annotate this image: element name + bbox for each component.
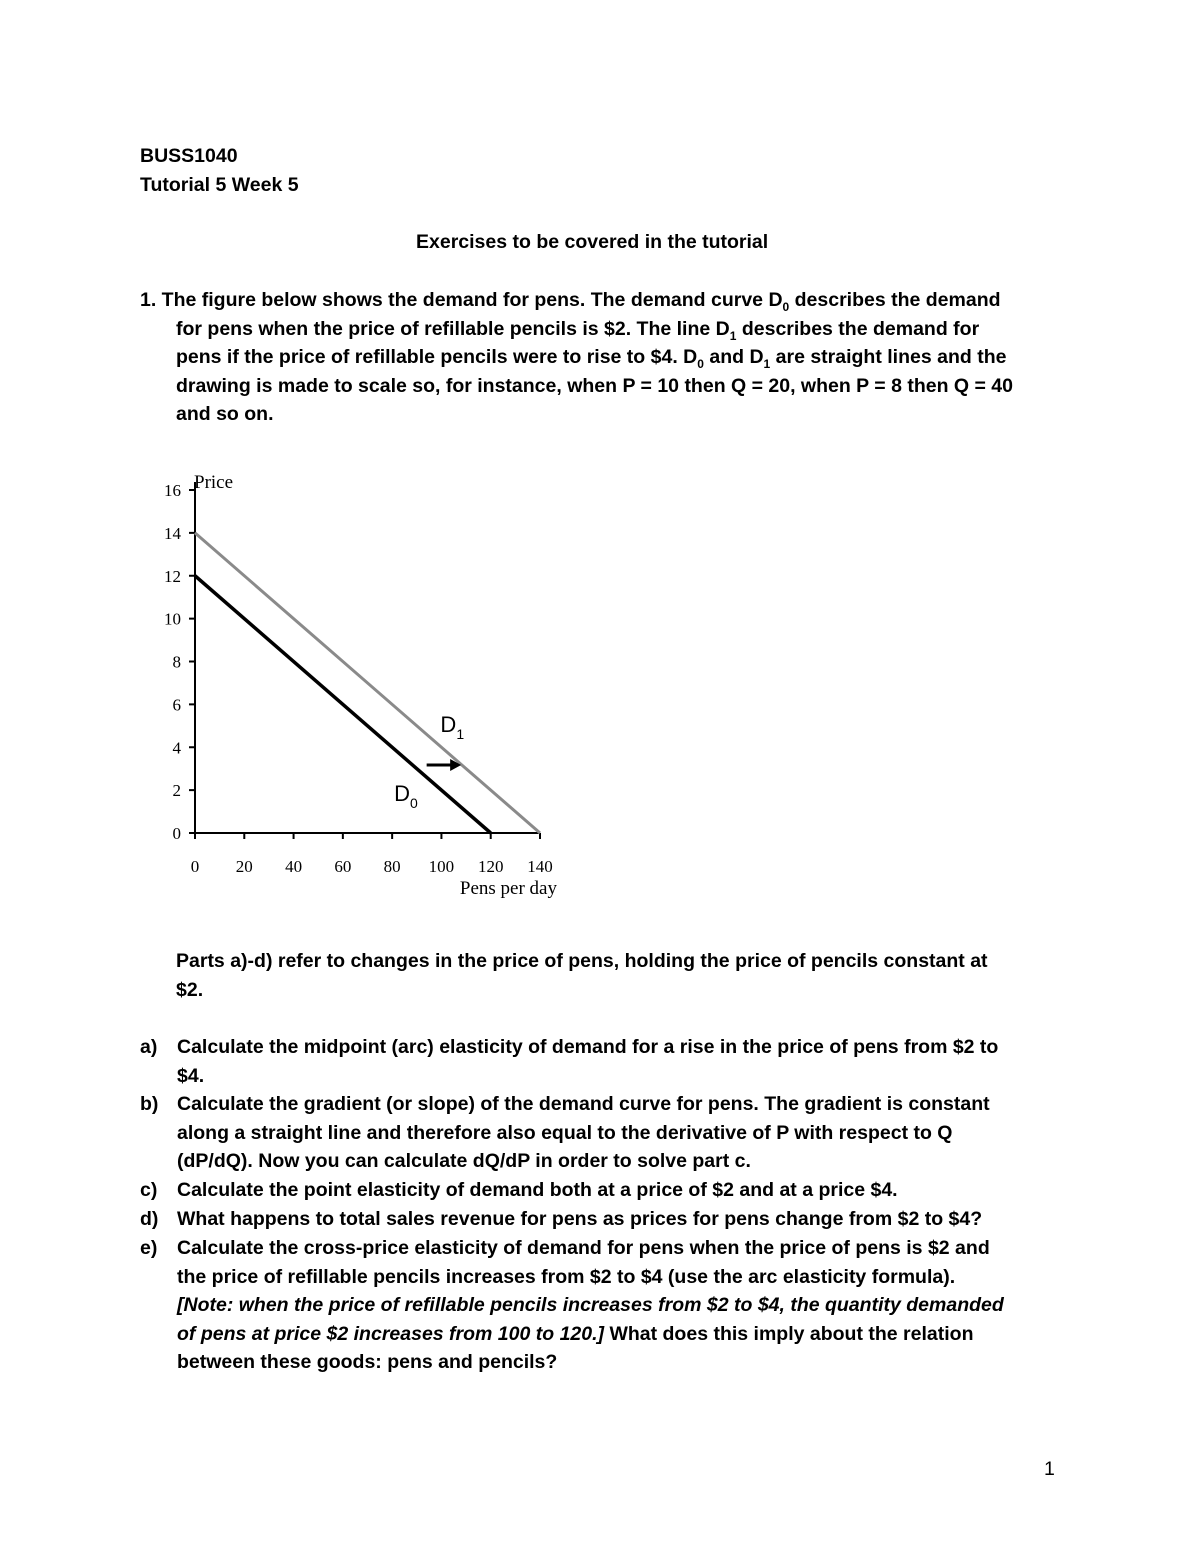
y-axis-label: Price: [194, 472, 234, 493]
parts-note: Parts a)-d) refer to changes in the price of pens, holding the price of pencils constant at $2.: [176, 950, 988, 1001]
y-tick-label-4: 4: [172, 738, 181, 758]
question-1-intro: 1. The figure below shows the demand for pens. The demand curve $D_0$ describes the demand for pens when the price of refillable pencils is $2. The line $D_1$ describes the demand for pens if the price of refillable pencils were to rise to $4. $D_0$ and $D_1$ are straight lines and the drawing is made to scale so, for instance, when P = 10 then Q = 20, when P = 8 then Q = 40 and so on.: [140, 289, 1013, 425]
note-line-1: [Note: when the price of refillable pencils increases from $2 to $4, the quantity demanded: [177, 1294, 1004, 1316]
demand-curve-d1: [195, 533, 540, 833]
course-code: BUSS1040: [140, 145, 238, 167]
x-tick-label-120: 120: [477, 857, 504, 876]
note-line-2-italic: of pens at price $2 increases from 100 to 120.]: [177, 1322, 605, 1345]
y-tick-label-2: 2: [172, 781, 181, 801]
y-tick-label-14: 14: [164, 523, 181, 543]
curve-label-d0: $D_0$: [394, 780, 418, 811]
x-tick-label-0: 0: [190, 857, 200, 876]
x-tick-label-40: 40: [285, 857, 303, 876]
demand-chart: [150, 462, 570, 912]
x-tick-label-60: 60: [334, 857, 352, 876]
y-tick-label-12: 12: [164, 566, 181, 586]
x-tick-label-100: 100: [428, 857, 455, 876]
x-axis-label: Pens per day: [459, 878, 557, 899]
section-title: Exercises to be covered in the tutorial: [416, 231, 769, 253]
page-number: 1: [1044, 1458, 1055, 1480]
y-tick-label-6: 6: [172, 695, 181, 715]
y-tick-label-0: 0: [172, 824, 181, 843]
x-tick-label-80: 80: [383, 857, 401, 876]
y-tick-label-10: 10: [164, 609, 181, 629]
x-tick-label-20: 20: [235, 857, 253, 876]
demand-curve-d0: [195, 576, 491, 833]
y-tick-label-16: 16: [164, 481, 181, 500]
tutorial-label: Tutorial 5 Week 5: [140, 174, 299, 196]
curve-label-d1: $D_1$: [440, 712, 465, 743]
x-tick-label-140: 140: [527, 857, 553, 876]
y-tick-label-8: 8: [172, 652, 181, 672]
